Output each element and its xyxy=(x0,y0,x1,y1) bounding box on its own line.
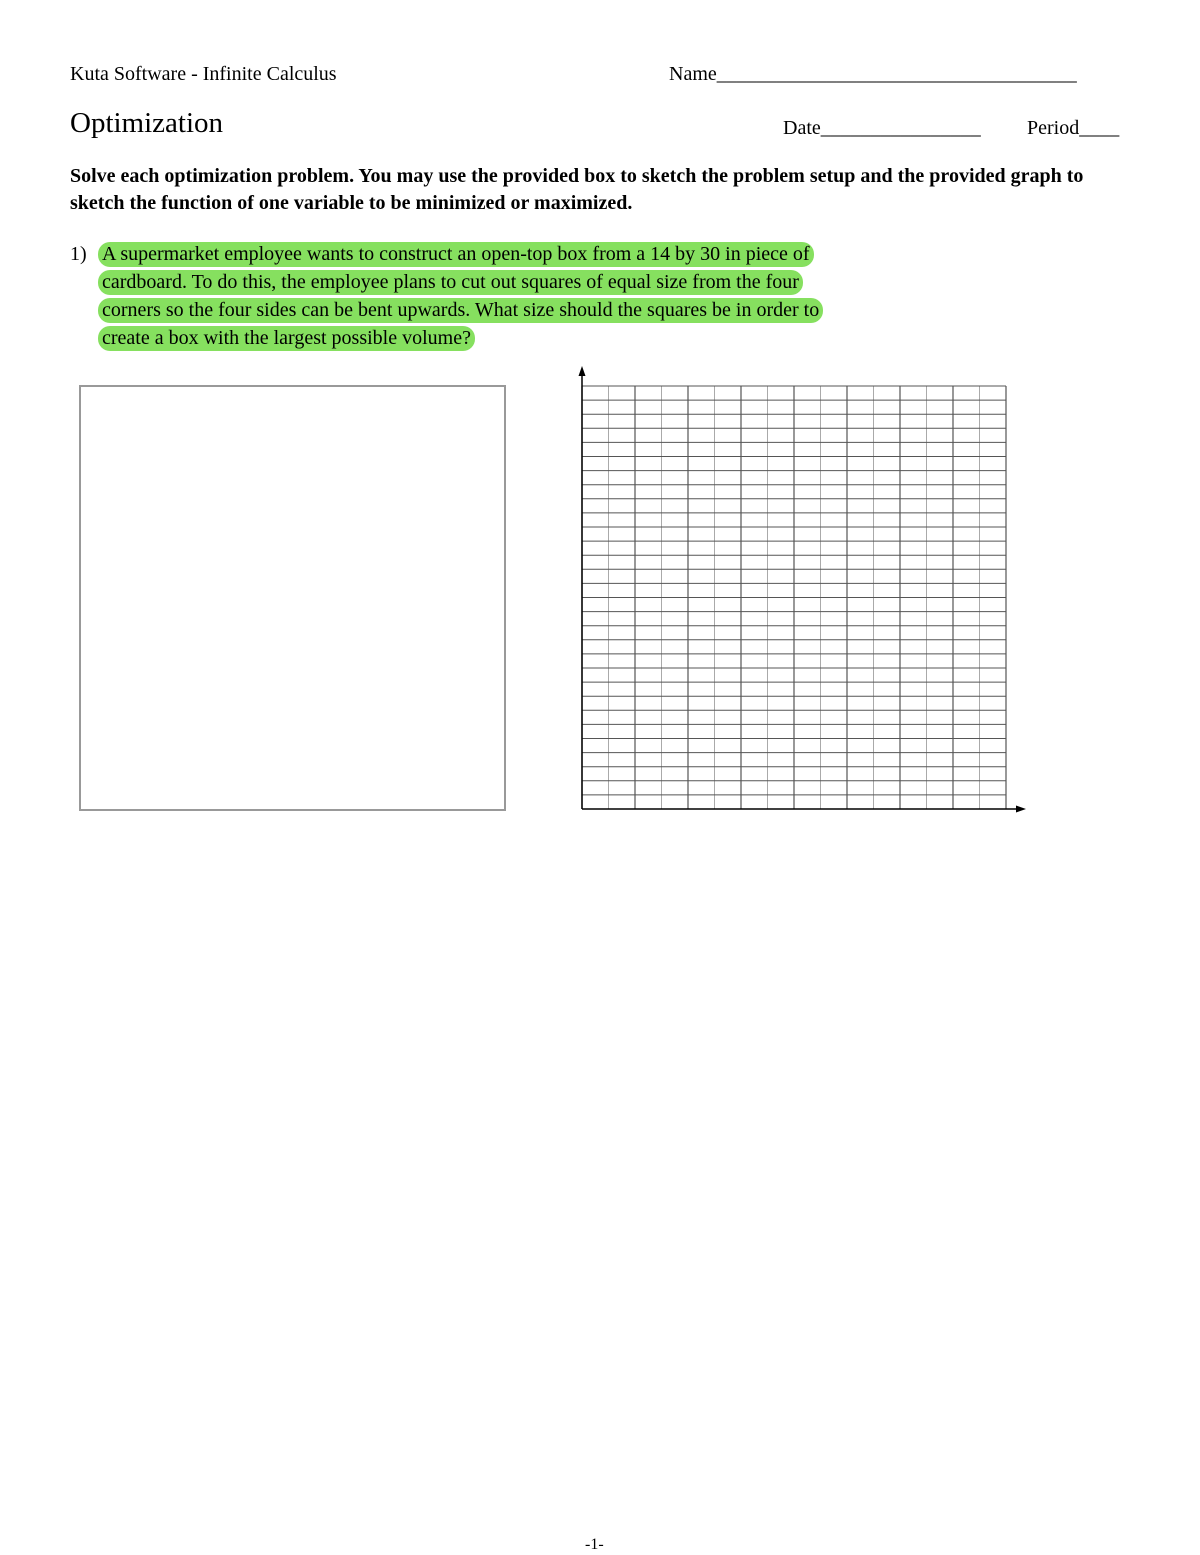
graph-axes xyxy=(579,366,1027,813)
grid-major-lines xyxy=(582,386,1006,809)
question-text xyxy=(98,240,998,352)
date-blank[interactable]: ________________ xyxy=(820,117,981,139)
x-axis-arrow-icon xyxy=(1016,806,1026,813)
date-label: Date xyxy=(783,117,821,139)
page-number: -1- xyxy=(585,1536,604,1553)
page-title: Optimization xyxy=(70,107,224,139)
date-field[interactable] xyxy=(783,116,981,140)
question-line: cardboard. To do this, the employee plans to cut out squares of equal size from the four xyxy=(98,270,803,295)
period-field[interactable] xyxy=(1027,116,1119,140)
question-line: A supermarket employee wants to construct an open-top box from a 14 by 30 in piece of xyxy=(98,242,814,267)
sketch-box[interactable] xyxy=(79,385,506,811)
y-axis-arrow-icon xyxy=(579,366,586,376)
name-field[interactable] xyxy=(669,62,1077,86)
question-number: 1) xyxy=(70,243,87,265)
instructions: Solve each optimization problem. You may use the provided box to sketch the problem setup and the provided graph to sketch the function of one variable to be minimized or maximized. xyxy=(70,165,1084,214)
name-blank[interactable]: ____________________________________ xyxy=(716,63,1077,85)
period-label: Period xyxy=(1027,117,1080,139)
publisher-label: Kuta Software - Infinite Calculus xyxy=(70,63,337,85)
period-blank[interactable]: ____ xyxy=(1079,117,1120,139)
question-line: corners so the four sides can be bent upwards. What size should the squares be in order to xyxy=(98,298,823,323)
name-label: Name xyxy=(669,63,717,85)
graph-grid[interactable] xyxy=(570,360,1040,825)
question-line: create a box with the largest possible volume? xyxy=(98,326,475,351)
